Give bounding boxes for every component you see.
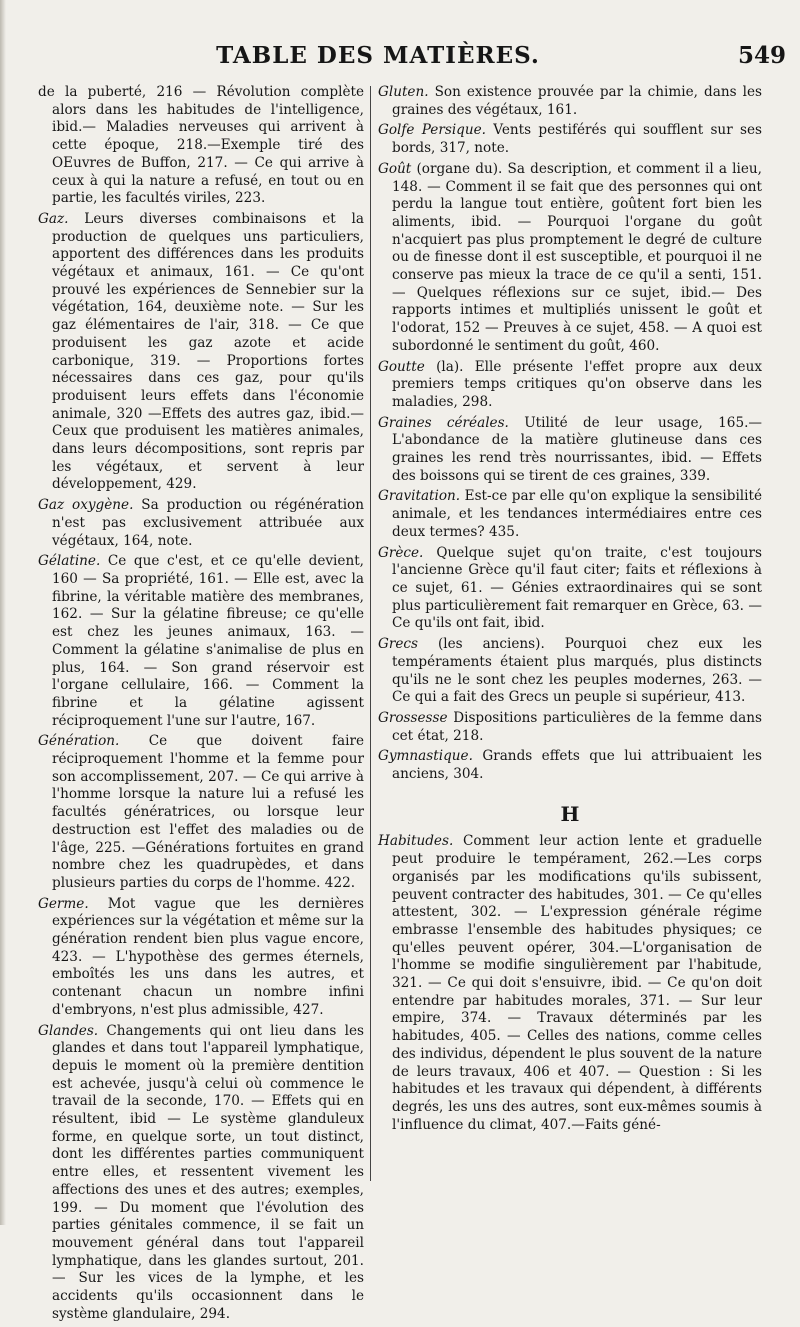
index-entry	[378, 488, 762, 541]
column-divider	[370, 86, 371, 1181]
entry-term: Gravitation.	[378, 488, 461, 505]
entry-term: Gélatine.	[38, 553, 101, 570]
index-entry	[378, 161, 762, 356]
entry-term: Goutte	[378, 358, 425, 375]
index-entry	[38, 211, 364, 494]
page-edge	[0, 0, 6, 1225]
entry-text: Vents pestiférés qui soufflent sur ses bords, 317, note.	[392, 122, 762, 157]
index-entry	[38, 553, 364, 730]
entry-term: Glandes.	[38, 1022, 99, 1039]
running-title: TABLE DES MATIÈRES.	[216, 42, 540, 69]
entry-text: Comment leur action lente et graduelle peut produire le tempérament, 262.—Les corps organisés par les modifications qu'ils subissent, peuvent contracter des habitudes, 301. — Ce qu'elles attestent, 302. — L'expression générale régime embrasse l'ensemble des habitudes physiques; ce qu'elles peuvent opérer, 304.—L'organisation de l'homme se modifie singulièrement par l'habitude, 321. — Ce qui doit s'ensuivre, ibid. — Ce qu'on doit entendre par habitudes morales, 371. — Sur leur empire, 374. — Travaux déterminés par les habitudes, 405. — Celles des nations, comme celles des individus, dépendent le plus souvent de la nature de leurs travaux, 406 et 407. — Question : Si les habitudes et les travaux qui dépendent, à différents degrés, les uns des autres, sont eux-mêmes soumis à l'influence du climat, 407.—Faits géné-	[392, 833, 762, 1133]
entry-text: Utilité de leur usage, 165.— L'abondance de la matière glutineuse dans ces graines les rend très nourrissantes, ibid. — Effets des boissons qui se tirent de ces graines, 339.	[392, 414, 763, 484]
index-entry	[38, 733, 364, 892]
entry-text: Sa production ou régénération n'est pas exclusivement attribuée aux végétaux, 164, note.	[52, 497, 364, 549]
section-letter: H	[560, 801, 580, 826]
entry-text: Ce que c'est, et ce qu'elle devient, 160 — Sa propriété, 161. — Elle est, avec la fibrine, la véritable matière des membranes, 162. — Sur la gélatine fibreuse; ce qu'elle est chez les jeunes animaux, 163. — Comment la gélatine s'animalise de plus en plus, 164. — Son grand réservoir est l'organe cellulaire, 166. — Comment la fibrine et la gélatine agissent réciproquement l'une sur l'autre, 167.	[52, 553, 364, 729]
entry-term: Grossesse	[378, 709, 448, 726]
entry-text: Mot vague que les dernières expériences sur la végétation et même sur la génération rendent bien plus vague encore, 423. — L'hypothèse des germes éternels, emboîtés les uns dans les autres, et contenant chacun un nombre infini d'embryons, n'est plus admissible, 427.	[52, 895, 364, 1018]
index-entry	[378, 545, 762, 634]
entry-term: Habitudes.	[378, 833, 454, 850]
entry-text: Son existence prouvée par la chimie, dans les graines des végétaux, 161.	[392, 84, 762, 118]
entry-text: Ce que doivent faire réciproquement l'homme et la femme pour son accomplissement, 207. — Ce qui arrive à l'homme lorsque la nature lui a refusé les facultés génératrices, ou lorsque leur destruction est l'effet des maladies ou de l'âge, 225. —Générations fortuites en grand nombre chez les quadrupèdes, et dans plusieurs parties du corps de l'homme. 422.	[52, 733, 364, 891]
entry-text: Est-ce par elle qu'on explique la sensibilité animale, et les tendances intermédiaires entre ces deux termes? 435.	[392, 488, 762, 540]
entry-term: Génération.	[38, 733, 120, 750]
index-entry	[38, 497, 364, 550]
entry-term: Gaz.	[38, 210, 69, 227]
entry-term: Gluten.	[378, 84, 429, 100]
index-entry	[38, 1023, 364, 1324]
entry-text: Leurs diverses combinaisons et la production de quelques uns particuliers, apportent des différences dans les produits végétaux et animaux, 161. — Ce qu'ont prouvé les expériences de Sennebier sur la végétation, 164, deuxième note. — Sur les gaz élémentaires de l'air, 318. — Ce que produisent les gaz azote et acide carbonique, 319. — Proportions fortes nécessaires dans ces gaz, pour qu'ils produisent leurs effets dans l'économie animale, 320 —Effets des autres gaz, ibid.— Ceux que produisent les matières animales, dans leurs décompositions, sont repris par les végétaux, et servent à leur développement, 429.	[52, 210, 364, 493]
entry-term: Gaz oxygène.	[38, 497, 134, 514]
entry-text: (organe du). Sa description, et comment il a lieu, 148. — Comment il se fait que des personnes qui ont perdu la langue tout entière, goûtent fort bien les aliments, ibid. — Pourquoi l'organe du goût n'acquiert pas plus promptement le degré de culture ou de finesse dont il est susceptible, et pourquoi il ne conserve pas mieux la trace de ce qu'il a senti, 151. — Quelques réflexions sur ce sujet, ibid.— Des rapports intimes et multipliés unissent le goût et l'odorat, 152 — Preuves à ce sujet, 458. — A quoi est subordonné le sentiment du goût, 460.	[392, 160, 762, 354]
page-number: 549	[737, 42, 786, 69]
index-entry	[378, 748, 762, 783]
index-entry	[378, 636, 762, 707]
index-entry	[378, 359, 762, 412]
index-entry	[378, 710, 762, 745]
entry-text: Quelque sujet qu'on traite, c'est toujours l'ancienne Grèce qu'il faut citer; faits et réflexions à ce sujet, 61. — Génies extraordinaires qui se sont plus particulièrement fait remarquer en Grèce, 63. — Ce qu'ils ont fait, ibid.	[392, 544, 762, 632]
entry-term: Grecs	[378, 636, 418, 653]
entry-text: Grands effets que lui attribuaient les anciens, 304.	[392, 748, 762, 783]
entry-term: Golfe Persique.	[378, 122, 486, 139]
entry-term: Goût	[378, 160, 412, 177]
entry-text: (les anciens). Pourquoi chez eux les tempéraments étaient plus marqués, plus distincts qu'ils ne le sont chez les peuples modernes, 263. — Ce qui a fait des Grecs un peuple si supérieur, 413.	[392, 636, 762, 706]
index-entry	[378, 84, 762, 119]
index-entry	[378, 833, 762, 1134]
index-entry	[378, 415, 762, 486]
entry-term: Gymnastique.	[378, 748, 473, 765]
entry-text: Changements qui ont lieu dans les glandes et dans tout l'appareil lymphatique, depuis le moment où la première dentition est achevée, jusqu'à celui où commence le travail de la seconde, 170. — Effets qui en résultent, ibid — Le système glanduleux forme, en quelque sorte, un tout distinct, dont les différentes parties communiquent entre elles, et ressentent vivement les affections des unes et des autres; exemples, 199. — Du moment que l'évolution des parties génitales commence, il se fait un mouvement général dans tout l'appareil lymphatique, dans les glandes surtout, 201. — Sur les vices de la lymphe, et les accidents qu'ils occasionnent dans le système glandulaire, 294.	[52, 1022, 364, 1322]
entry-term: Graines céréales.	[378, 414, 509, 431]
entry-term: Germe.	[38, 895, 89, 912]
index-entry	[38, 896, 364, 1020]
left-column	[38, 84, 364, 1327]
right-column	[378, 84, 762, 1137]
index-entry	[378, 122, 762, 157]
entry-text: Dispositions particulières de la femme dans cet état, 218.	[392, 709, 762, 744]
entry-term: Grèce.	[378, 544, 424, 561]
index-entry: de la puberté, 216 — Révolution complète alors dans les habitudes de l'intelligence, ibid.— Maladies nerveuses qui arrivent à cette époque, 218.—Exemple tiré des OEuvres de Buffon, 217. — Ce qui arrive à ceux à qui la nature a refusé, en tout ou en partie, les facultés viriles, 223.	[38, 84, 364, 207]
page-header	[40, 42, 786, 76]
entry-text: (la). Elle présente l'effet propre aux deux premiers temps critiques qu'on observe dans les maladies, 298.	[392, 358, 762, 410]
